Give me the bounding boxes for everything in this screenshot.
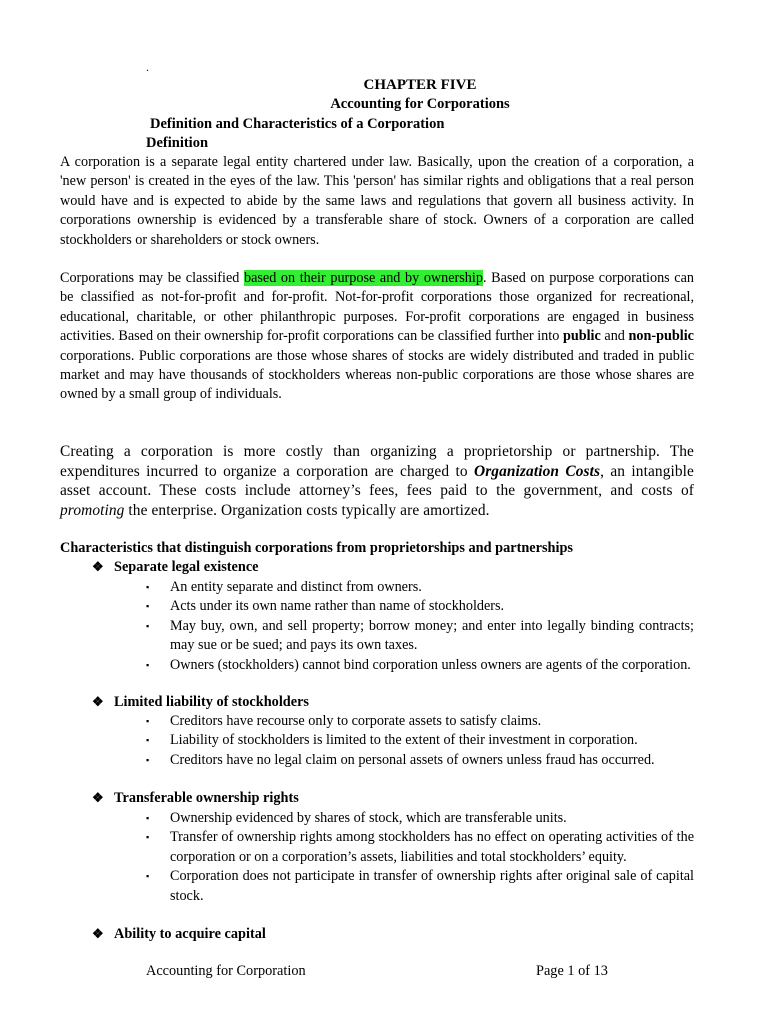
highlighted-text: based on their purpose and by ownership (243, 270, 483, 286)
page-number: Page 1 of 13 (536, 963, 608, 979)
bold-term-public: public (562, 328, 601, 345)
bullet-list (146, 578, 694, 675)
square-bullet-icon: ▪ (146, 620, 150, 631)
square-bullet-icon: ▪ (146, 582, 150, 592)
section-transferable-ownership (92, 790, 299, 807)
footer-title: Accounting for Corporation (146, 963, 306, 979)
square-bullet-icon: ▪ (146, 601, 150, 612)
list-item: ▪ Transfer of ownership rights among stockholders has no effect on operating activities of the corporation or on a corporation’s assets, liabilities and total stockholders’ equity. (146, 829, 694, 865)
section-title: Transferable ownership rights (114, 790, 299, 806)
text-segment: and (600, 328, 629, 345)
square-bullet-icon: ▪ (146, 871, 150, 882)
bold-italic-term: Organization Costs (474, 462, 601, 480)
section-heading: Definition and Characteristics of a Corporation (150, 116, 445, 132)
bullet-list (146, 809, 694, 906)
list-item: ▪ Corporation does not participate in transfer of ownership rights after original sale of capital stock. (146, 868, 694, 904)
diamond-bullet-icon: ❖ (92, 926, 104, 941)
text-segment: , an intangible asset account. These costs include attorney’s fees, fees paid to the government, and costs of (60, 462, 694, 500)
paragraph-classification (60, 269, 694, 405)
list-item: ▪ Acts under its own name rather than name of stockholders. (146, 597, 694, 616)
paragraph-definition: A corporation is a separate legal entity chartered under law. Basically, upon the creation of a corporation, a 'new person' is created in the eyes of the law. This 'person' has similar rights and obligations that a real person would have and is expected to abide by the same laws and regulations that govern all business activity. In corporations ownership is evidenced by a transferable share of stock. Owners of a corporation are called stockholders or shareholders or stock owners. (60, 154, 694, 248)
section-separate-legal-existence (92, 559, 259, 576)
list-item: ▪ Creditors have no legal claim on personal assets of owners unless fraud has occurred. (146, 751, 694, 770)
definition-heading: Definition (146, 135, 209, 151)
square-bullet-icon: ▪ (146, 832, 150, 843)
list-item: ▪ May buy, own, and sell property; borrow money; and enter into legally binding contracts; may sue or be sued; and pays its own taxes. (146, 617, 694, 654)
text-segment: . Based on purpose corporations can be classified as not-for-profit and for-profit. Not-for-profit corporations those organized for recreational, educational, charitable, or other philanthropic purposes. For-profit corporations are engaged in business activities. Based on their ownership for-profit corporations can be classified further into (60, 270, 694, 345)
list-item: ▪ Creditors have recourse only to corporate assets to satisfy claims. (146, 712, 694, 731)
chapter-subtitle: Accounting for Corporations (330, 96, 510, 112)
square-bullet-icon: ▪ (146, 716, 150, 726)
text-segment: Creating a corporation is more costly than organizing a proprietorship or partnership. The expenditures incurred to organize a corporation are charged to (60, 443, 694, 480)
square-bullet-icon: ▪ (146, 735, 150, 746)
text-segment: the enterprise. Organization costs typically are amortized. (124, 501, 490, 519)
section-limited-liability (92, 694, 309, 711)
section-title: Ability to acquire capital (114, 926, 266, 942)
list-item: ▪ Ownership evidenced by shares of stock, which are transferable units. (146, 809, 694, 828)
chapter-title: CHAPTER FIVE (363, 77, 477, 93)
list-item: ▪ Owners (stockholders) cannot bind corporation unless owners are agents of the corporation. (146, 656, 694, 675)
section-title: Separate legal existence (114, 559, 259, 575)
section-title: Limited liability of stockholders (114, 694, 309, 710)
bold-term-nonpublic: non-public (628, 328, 694, 345)
paragraph-organization-costs (60, 442, 694, 520)
italic-term: promoting (60, 501, 125, 519)
diamond-bullet-icon: ❖ (92, 559, 104, 574)
text-segment: Corporations may be classified (60, 270, 244, 286)
diamond-bullet-icon: ❖ (92, 694, 104, 709)
list-item: ▪ An entity separate and distinct from owners. (146, 578, 694, 597)
square-bullet-icon: ▪ (146, 754, 150, 765)
diamond-bullet-icon: ❖ (92, 790, 104, 805)
bullet-list (146, 712, 694, 770)
square-bullet-icon: ▪ (146, 813, 150, 823)
section-ability-to-acquire-capital (92, 926, 266, 943)
stray-dot: . (146, 60, 149, 74)
square-bullet-icon: ▪ (146, 659, 150, 670)
text-segment: corporations. Public corporations are those whose shares of stocks are widely distributed and traded in public market and may have thousands of stockholders whereas non-public corporations are those whose shares are owned by a small group of individuals. (60, 347, 694, 403)
list-item: ▪ Liability of stockholders is limited to the extent of their investment in corporation. (146, 731, 694, 750)
characteristics-heading: Characteristics that distinguish corporations from proprietorships and partnerships (60, 540, 573, 556)
